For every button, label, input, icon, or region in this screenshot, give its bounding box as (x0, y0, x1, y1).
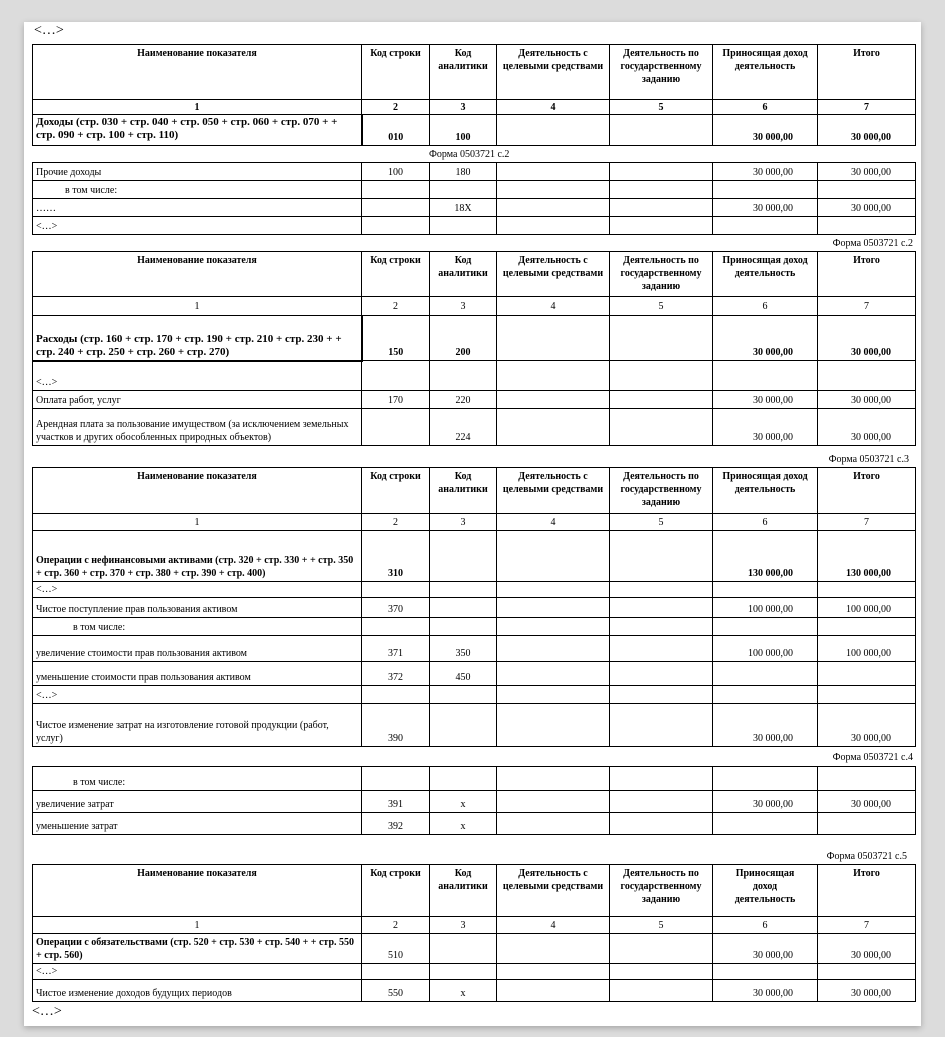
row-code: 371 (362, 636, 430, 662)
cell (497, 964, 610, 980)
col-num: 5 (610, 297, 713, 316)
cell (497, 391, 610, 409)
row-analytic (430, 598, 497, 618)
cell (610, 316, 713, 361)
cell (610, 980, 713, 1002)
col-num: 2 (362, 917, 430, 934)
col-num: 5 (610, 514, 713, 531)
row-analytic: x (430, 813, 497, 835)
row-analytic: 100 (430, 115, 497, 146)
table-row (33, 636, 916, 662)
header-target: Деятельность с целевыми средствами (497, 468, 610, 514)
form-label: Форма 0503721 с.2 (429, 149, 510, 160)
header-code: Код строки (362, 468, 430, 514)
header-analytic: Код аналитики (430, 468, 497, 514)
cell (497, 598, 610, 618)
cell (818, 361, 916, 391)
row-analytic: 200 (430, 316, 497, 361)
header-state: Деятельность по государственному заданию (610, 865, 713, 917)
col-num: 6 (713, 514, 818, 531)
cell (610, 531, 713, 582)
table-row (33, 964, 916, 980)
row-code: 170 (362, 391, 430, 409)
row-income: 30 000,00 (713, 163, 818, 181)
row-name: <…> (33, 217, 362, 235)
row-income: 30 000,00 (713, 316, 818, 361)
column-number-row (33, 100, 916, 115)
col-num: 2 (362, 514, 430, 531)
row-name: уменьшение стоимости прав пользования активом (33, 662, 362, 686)
row-analytic: 224 (430, 409, 497, 446)
row-analytic: x (430, 980, 497, 1002)
cell (362, 964, 430, 980)
row-total: 100 000,00 (818, 598, 916, 618)
header-row (33, 45, 916, 100)
row-total: 30 000,00 (818, 409, 916, 446)
col-num: 1 (33, 514, 362, 531)
row-analytic (430, 934, 497, 964)
header-code: Код строки (362, 252, 430, 297)
header-state: Деятельность по государственному заданию (610, 468, 713, 514)
col-num: 7 (818, 297, 916, 316)
cell (818, 618, 916, 636)
cell (713, 813, 818, 835)
header-income: Приносящая доход деятельность (713, 468, 818, 514)
header-target: Деятельность с целевыми средствами (497, 45, 610, 100)
cell (818, 181, 916, 199)
col-num: 2 (362, 100, 430, 115)
header-state: Деятельность по государственному заданию (610, 45, 713, 100)
col-num: 6 (713, 297, 818, 316)
form-label: Форма 0503721 с.2 (832, 238, 913, 249)
table-row (33, 662, 916, 686)
cell (497, 199, 610, 217)
cell (610, 181, 713, 199)
col-num: 3 (430, 917, 497, 934)
row-name: Арендная плата за пользование имуществом (за исключением земельных участков и других обособленных природных объектов) (33, 409, 362, 446)
col-num: 7 (818, 514, 916, 531)
row-income: 130 000,00 (713, 531, 818, 582)
cell (610, 964, 713, 980)
row-analytic: 220 (430, 391, 497, 409)
row-name: Чистое изменение затрат на изготовление готовой продукции (работ, услуг) (33, 704, 362, 747)
cell (430, 582, 497, 598)
cell (497, 636, 610, 662)
cell (497, 409, 610, 446)
row-income: 30 000,00 (713, 409, 818, 446)
cell (818, 767, 916, 791)
table-row (33, 163, 916, 181)
col-num: 5 (610, 100, 713, 115)
form-label: Форма 0503721 с.5 (826, 851, 907, 862)
header-code: Код строки (362, 865, 430, 917)
header-total: Итого (818, 865, 916, 917)
row-code: 392 (362, 813, 430, 835)
col-num: 4 (497, 514, 610, 531)
row-name: Операции с нефинансовыми активами (стр. 320 + стр. 330 + + стр. 350 + стр. 360 + стр. 370 + стр. 380 + стр. 390 + стр. 400) (33, 531, 362, 582)
row-code (362, 199, 430, 217)
header-target: Деятельность с целевыми средствами (497, 865, 610, 917)
row-state (610, 163, 713, 181)
header-total: Итого (818, 45, 916, 100)
row-analytic: 180 (430, 163, 497, 181)
header-target: Деятельность с целевыми средствами (497, 252, 610, 297)
row-target (497, 115, 610, 146)
row-name: …… (33, 199, 362, 217)
row-name: в том числе: (33, 181, 362, 199)
row-analytic: 18X (430, 199, 497, 217)
table-row (33, 217, 916, 235)
cell (713, 618, 818, 636)
row-code: 310 (362, 531, 430, 582)
row-name: Чистое поступление прав пользования активом (33, 598, 362, 618)
table-section-5 (32, 864, 916, 1002)
cell (362, 181, 430, 199)
row-total: 30 000,00 (818, 163, 916, 181)
cell (610, 767, 713, 791)
table-row (33, 934, 916, 964)
header-total: Итого (818, 468, 916, 514)
table-row (33, 686, 916, 704)
row-income: 30 000,00 (713, 199, 818, 217)
document-page (24, 22, 921, 1026)
row-income: 30 000,00 (713, 791, 818, 813)
cell (713, 767, 818, 791)
cell (610, 704, 713, 747)
table-row (33, 598, 916, 618)
cell (497, 582, 610, 598)
cell (430, 217, 497, 235)
cell (497, 791, 610, 813)
table-row (33, 791, 916, 813)
row-total: 30 000,00 (818, 115, 916, 146)
col-num: 1 (33, 297, 362, 316)
column-number-row (33, 297, 916, 316)
cell (497, 704, 610, 747)
cell (713, 181, 818, 199)
header-income: Приносящая доход деятельность (713, 252, 818, 297)
header-analytic: Код аналитики (430, 865, 497, 917)
cell (610, 686, 713, 704)
header-income: Приносящая доход деятельность (713, 45, 818, 100)
row-name: <…> (33, 686, 362, 704)
cell (818, 662, 916, 686)
cell (713, 582, 818, 598)
cell (610, 409, 713, 446)
form-label: Форма 0503721 с.3 (828, 454, 909, 465)
row-name: Расходы (стр. 160 + стр. 170 + стр. 190 + стр. 210 + стр. 230 + + стр. 240 + стр. 250 + стр. 260 + стр. 270) (33, 316, 362, 361)
header-code: Код строки (362, 45, 430, 100)
row-code: 391 (362, 791, 430, 813)
col-num: 4 (497, 297, 610, 316)
col-num: 3 (430, 100, 497, 115)
row-name: уменьшение затрат (33, 813, 362, 835)
cell (713, 217, 818, 235)
cell (713, 686, 818, 704)
table-row (33, 361, 916, 391)
column-number-row (33, 917, 916, 934)
header-row (33, 252, 916, 297)
col-num: 6 (713, 100, 818, 115)
row-total: 30 000,00 (818, 199, 916, 217)
table-row (33, 181, 916, 199)
row-state (610, 115, 713, 146)
row-total: 30 000,00 (818, 980, 916, 1002)
col-num: 4 (497, 917, 610, 934)
cell (430, 686, 497, 704)
cell (818, 582, 916, 598)
cell (497, 181, 610, 199)
cell (610, 391, 713, 409)
header-row (33, 865, 916, 917)
cell (713, 662, 818, 686)
cell (818, 813, 916, 835)
col-num: 7 (818, 917, 916, 934)
header-name: Наименование показателя (33, 45, 362, 100)
row-target (497, 163, 610, 181)
cell (497, 361, 610, 391)
header-income: Приносящая доход деятельность (713, 865, 818, 917)
cell (430, 361, 497, 391)
row-income: 100 000,00 (713, 636, 818, 662)
col-num: 1 (33, 100, 362, 115)
table-row (33, 767, 916, 791)
cell (497, 531, 610, 582)
col-num: 5 (610, 917, 713, 934)
cell (610, 199, 713, 217)
row-code: 100 (362, 163, 430, 181)
cell (610, 361, 713, 391)
header-name: Наименование показателя (33, 468, 362, 514)
row-name: <…> (33, 582, 362, 598)
table-row (33, 199, 916, 217)
cell (430, 964, 497, 980)
row-code: 010 (362, 115, 430, 146)
cell (497, 686, 610, 704)
table-section-2 (32, 251, 916, 446)
row-code (362, 409, 430, 446)
row-income: 30 000,00 (713, 115, 818, 146)
row-name: Операции с обязательствами (стр. 520 + стр. 530 + стр. 540 + + стр. 550 + стр. 560) (33, 934, 362, 964)
cell (497, 934, 610, 964)
cell (610, 934, 713, 964)
row-code: 390 (362, 704, 430, 747)
column-number-row (33, 514, 916, 531)
cell (430, 181, 497, 199)
ellipsis-top: <…> (34, 23, 64, 38)
table-row (33, 618, 916, 636)
col-num: 6 (713, 917, 818, 934)
row-analytic (430, 704, 497, 747)
col-num: 4 (497, 100, 610, 115)
table-row (33, 980, 916, 1002)
header-total: Итого (818, 252, 916, 297)
cell (430, 767, 497, 791)
row-income: 30 000,00 (713, 934, 818, 964)
row-name: в том числе: (33, 618, 362, 636)
table-row (33, 582, 916, 598)
table-row (33, 409, 916, 446)
ellipsis-bottom: <…> (32, 1004, 62, 1019)
cell (610, 582, 713, 598)
table-section-4 (32, 766, 916, 835)
row-total: 30 000,00 (818, 934, 916, 964)
table-row (33, 813, 916, 835)
cell (610, 662, 713, 686)
row-income: 30 000,00 (713, 704, 818, 747)
col-num: 7 (818, 100, 916, 115)
header-name: Наименование показателя (33, 865, 362, 917)
col-num: 3 (430, 514, 497, 531)
cell (610, 217, 713, 235)
cell (497, 217, 610, 235)
form-label: Форма 0503721 с.4 (832, 752, 913, 763)
cell (713, 964, 818, 980)
row-name: <…> (33, 964, 362, 980)
col-num: 2 (362, 297, 430, 316)
cell (362, 361, 430, 391)
cell (497, 767, 610, 791)
row-income: 100 000,00 (713, 598, 818, 618)
table-section-1-cont (32, 162, 916, 235)
cell (497, 980, 610, 1002)
cell (362, 618, 430, 636)
col-num: 1 (33, 917, 362, 934)
row-code: 150 (362, 316, 430, 361)
header-row (33, 468, 916, 514)
table-row (33, 115, 916, 146)
row-name: <…> (33, 361, 362, 391)
cell (362, 686, 430, 704)
table-section-3 (32, 467, 916, 747)
row-code: 372 (362, 662, 430, 686)
cell (818, 686, 916, 704)
row-name: увеличение затрат (33, 791, 362, 813)
cell (497, 316, 610, 361)
table-section-1 (32, 44, 916, 146)
row-income: 30 000,00 (713, 391, 818, 409)
row-total: 30 000,00 (818, 391, 916, 409)
cell (610, 618, 713, 636)
row-income: 30 000,00 (713, 980, 818, 1002)
cell (610, 791, 713, 813)
row-total: 30 000,00 (818, 316, 916, 361)
row-analytic (430, 531, 497, 582)
cell (497, 618, 610, 636)
row-analytic: 450 (430, 662, 497, 686)
row-total: 30 000,00 (818, 791, 916, 813)
cell (713, 361, 818, 391)
header-state: Деятельность по государственному заданию (610, 252, 713, 297)
header-analytic: Код аналитики (430, 45, 497, 100)
table-row (33, 316, 916, 361)
cell (497, 813, 610, 835)
row-code: 550 (362, 980, 430, 1002)
cell (362, 767, 430, 791)
cell (818, 217, 916, 235)
header-name: Наименование показателя (33, 252, 362, 297)
table-row (33, 704, 916, 747)
row-name: Оплата работ, услуг (33, 391, 362, 409)
row-name: Прочие доходы (33, 163, 362, 181)
table-row (33, 391, 916, 409)
row-analytic: x (430, 791, 497, 813)
header-analytic: Код аналитики (430, 252, 497, 297)
row-total: 100 000,00 (818, 636, 916, 662)
row-analytic: 350 (430, 636, 497, 662)
row-name: увеличение стоимости прав пользования активом (33, 636, 362, 662)
row-total: 30 000,00 (818, 704, 916, 747)
cell (497, 662, 610, 686)
cell (610, 598, 713, 618)
row-name: Чистое изменение доходов будущих периодов (33, 980, 362, 1002)
row-name: в том числе: (33, 767, 362, 791)
row-total: 130 000,00 (818, 531, 916, 582)
cell (610, 813, 713, 835)
cell (362, 582, 430, 598)
cell (362, 217, 430, 235)
row-code: 510 (362, 934, 430, 964)
col-num: 3 (430, 297, 497, 316)
row-name: Доходы (стр. 030 + стр. 040 + стр. 050 + стр. 060 + стр. 070 + + стр. 090 + стр. 100 + стр. 110) (33, 115, 362, 146)
cell (430, 618, 497, 636)
cell (610, 636, 713, 662)
row-code: 370 (362, 598, 430, 618)
cell (818, 964, 916, 980)
table-row (33, 531, 916, 582)
